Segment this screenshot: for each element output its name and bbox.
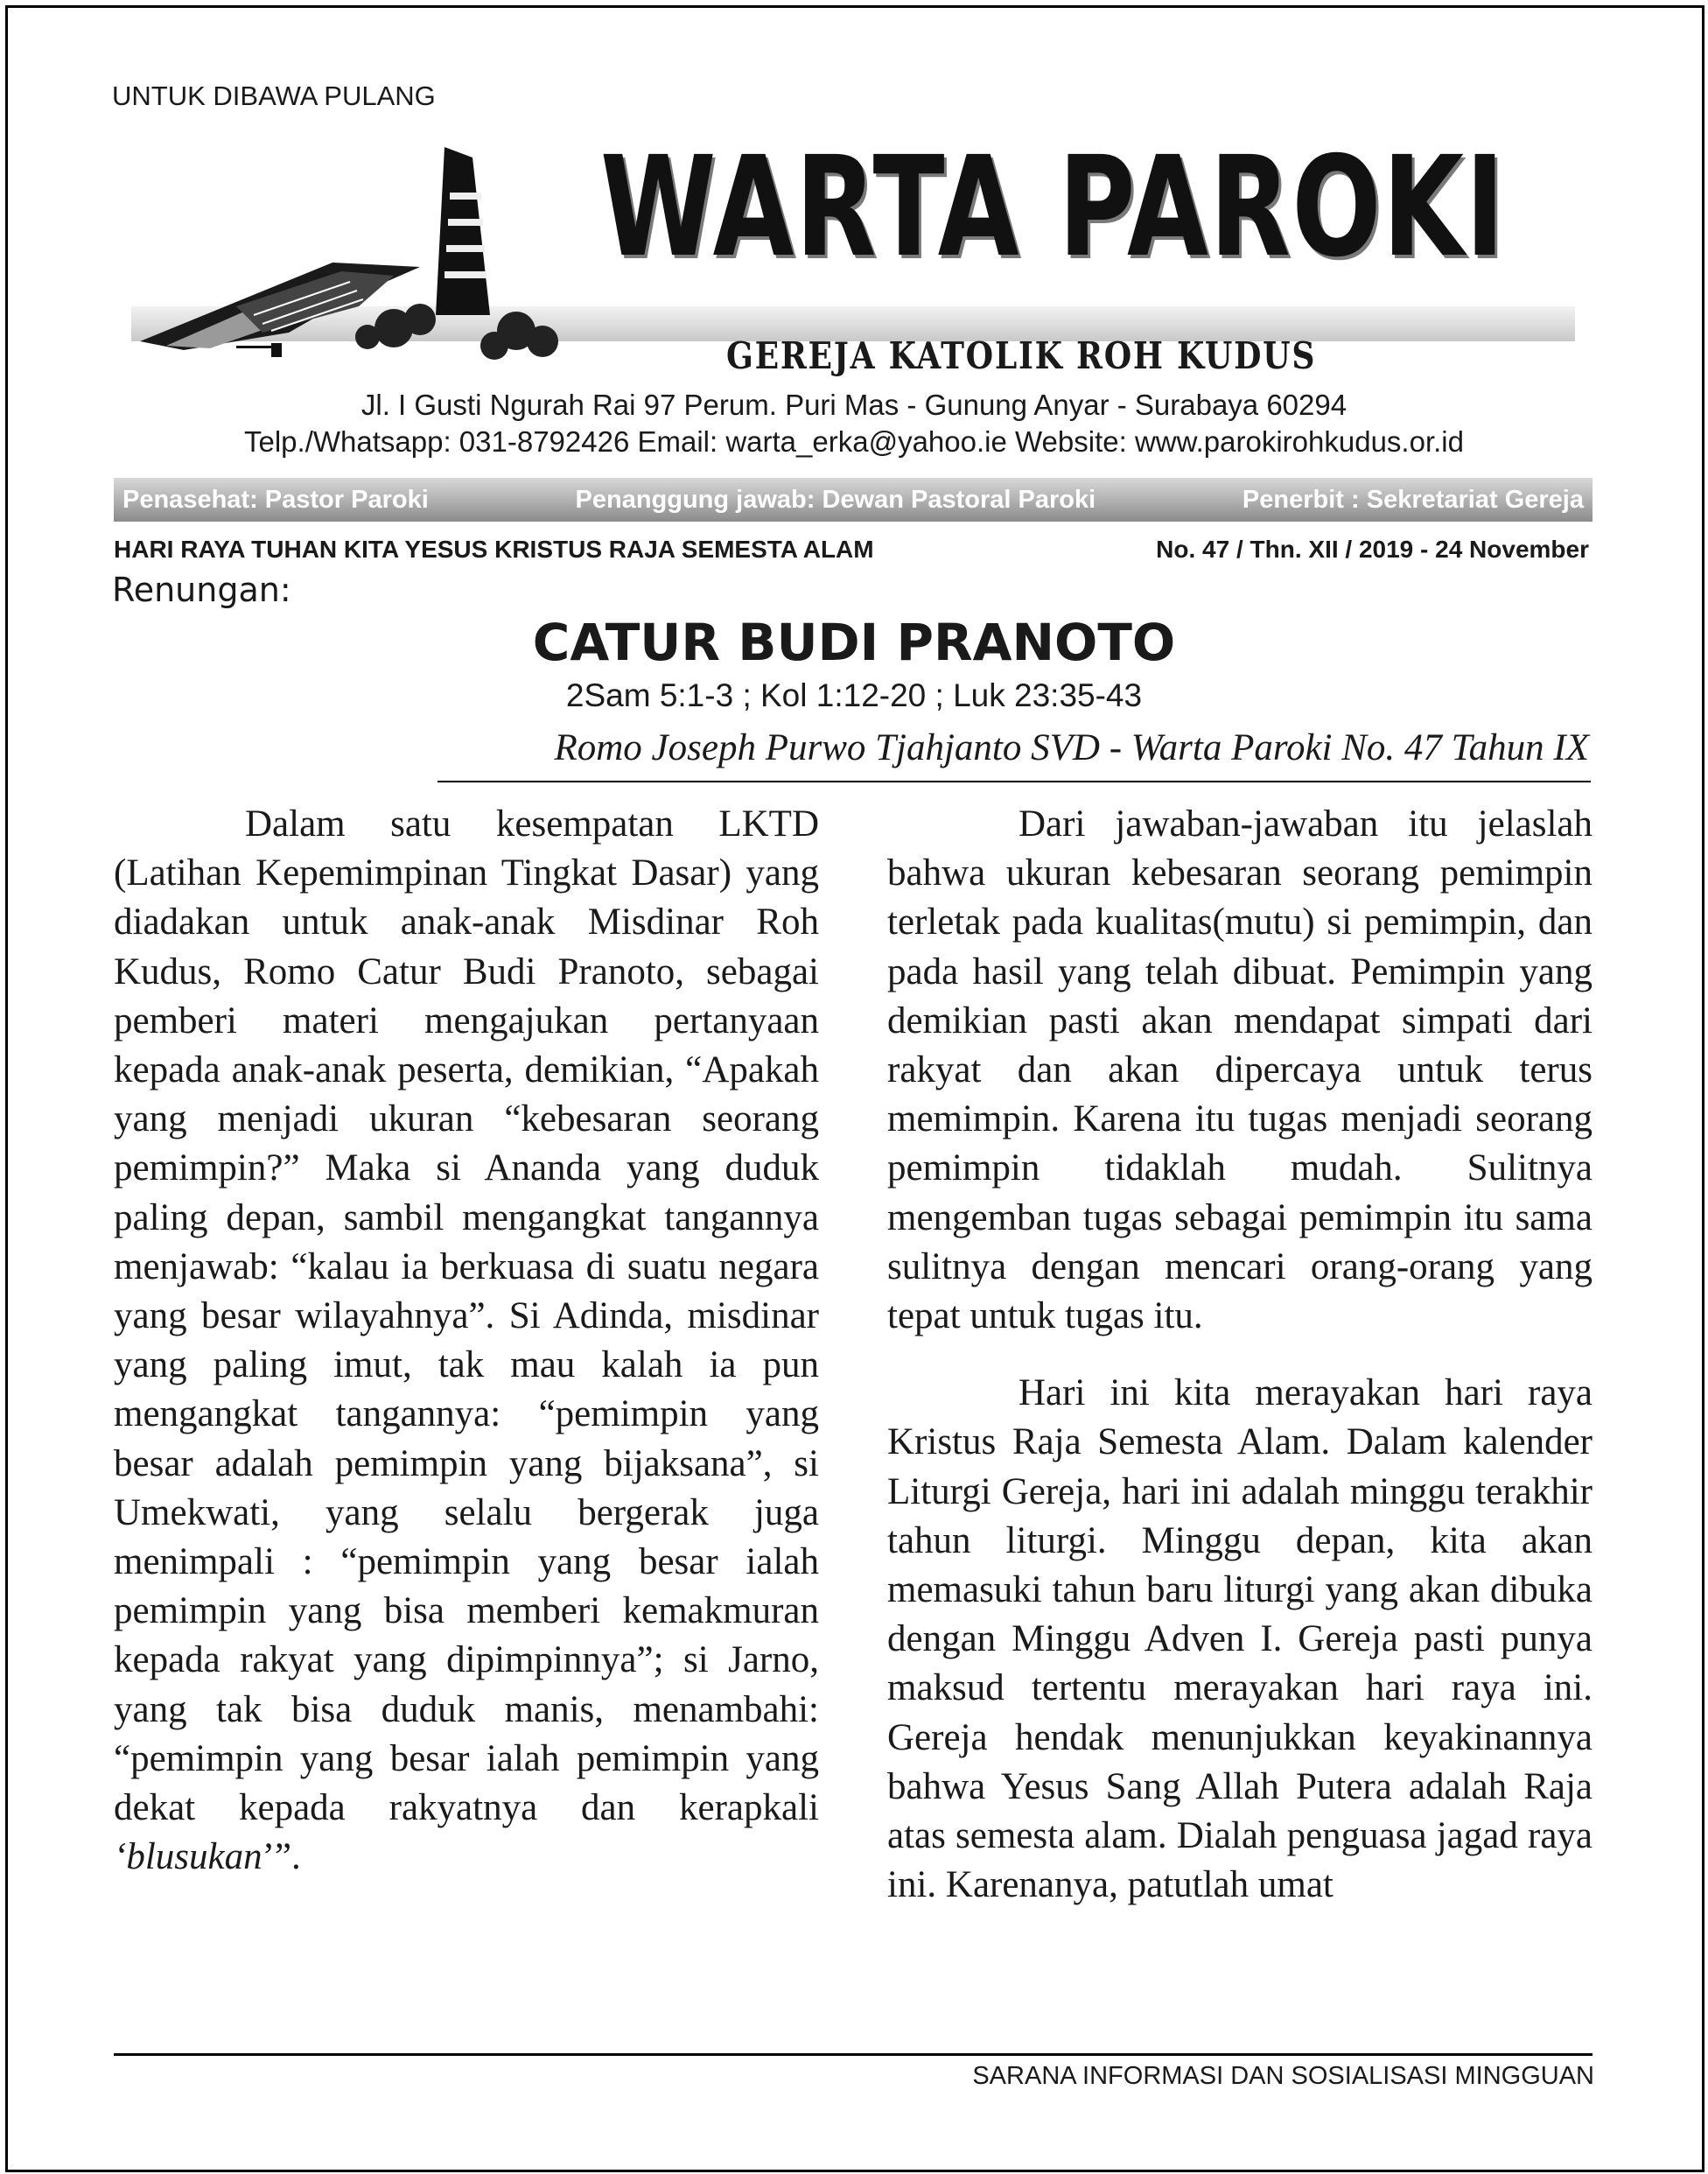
emphasis-blusukan: ‘blusukan (114, 1836, 262, 1878)
footer-tagline: SARANA INFORMASI DAN SOSIALISASI MINGGUAN (972, 2062, 1594, 2090)
masthead (114, 127, 1592, 385)
footer-divider (114, 2053, 1592, 2056)
responsible-label: Penanggung jawab: Dewan Pastoral Paroki (575, 485, 1096, 514)
article-column-right (887, 800, 1592, 1910)
church-address: Jl. I Gusti Ngurah Rai 97 Perum. Puri Mas - Gunung Anyar - Surabaya 60294 (360, 389, 1348, 421)
byline-divider (438, 781, 1591, 782)
take-home-note: UNTUK DIBAWA PULANG (112, 81, 436, 111)
publisher-label: Penerbit : Sekretariat Gereja (1242, 485, 1584, 514)
paragraph-1-end: ’”. (262, 1836, 301, 1878)
article-title: CATUR BUDI PRANOTO (532, 613, 1176, 672)
church-contact: Telp./Whatsapp: 031-8792426 Email: warta_erka@yahoo.ie Website: www.parokirohkudus.or.id (244, 425, 1464, 458)
church-illustration (131, 131, 656, 376)
scripture-readings: 2Sam 5:1-3 ; Kol 1:12-20 ; Luk 23:35-43 (565, 677, 1143, 713)
paragraph-3: Hari ini kita merayakan hari raya Kristus Raja Semesta Alam. Dalam kalender Liturgi Gereja, hari ini adalah minggu terakhir tahun liturgi. Minggu depan, kita akan memasuki tahun baru liturgi yang akan dibuka dengan Minggu Adven I. Gereja pasti punya maksud tertentu merayakan hari raya ini. Gereja hendak menunjukkan keyakinannya bahwa Yesus Sang Allah Putera adalah Raja atas semesta alam. Dialah penguasa jagad raya ini. Karenanya, patutlah umat (887, 1372, 1592, 1906)
paragraph-1-text: Dalam satu kesempatan LKTD (Latihan Kepemimpinan Tingkat Dasar) yang diadakan untuk anak-anak Misdinar Roh Kudus, Romo Catur Budi Pranoto, sebagai pemberi materi mengajukan pertanyaan kepada anak-anak peserta, demikian, “Apakah yang menjadi ukuran “kebesaran seorang pemimpin?” Maka si Ananda yang duduk paling depan, sambil mengangkat tangannya menjawab: “kalau ia berkuasa di suatu negara yang besar wilayahnya”. Si Adinda, misdinar yang paling imut, tak mau kalah ia pun mengangkat tangannya: “pemimpin yang besar adalah pemimpin yang bijaksana”, si Umekwati, yang selalu bergerak juga menimpali : “pemimpin yang besar ialah pemimpin yang bisa memberi kemakmuran kepada rakyat yang dipimpinnya”; si Jarno, yang tak bisa duduk manis, menambahi: “pemimpin yang besar ialah pemimpin yang dekat kepada rakyatnya dan kerapkali (114, 803, 819, 1829)
issue-number: No. 47 / Thn. XII / 2019 - 24 November (1156, 536, 1589, 563)
newsletter-title: WARTA PAROKI (600, 127, 1506, 288)
article-byline: Romo Joseph Purwo Tjahjanto SVD - Warta Paroki No. 47 Tahun IX (554, 727, 1589, 768)
advisor-label: Penasehat: Pastor Paroki (122, 485, 429, 514)
feast-title: HARI RAYA TUHAN KITA YESUS KRISTUS RAJA SEMESTA ALAM (114, 536, 874, 563)
section-label: Renungan: (112, 571, 291, 609)
article-column-left (114, 800, 819, 1882)
staff-bar (114, 478, 1592, 522)
paragraph-2: Dari jawaban-jawaban itu jelaslah bahwa ukuran kebesaran seorang pemimpin terletak pada kualitas(mutu) si pemimpin, dan pada hasil yang telah dibuat. Pemimpin yang demikian pasti akan mendapat simpati dari rakyat dan akan dipercaya untuk terus memimpin. Karena itu tugas menjadi seorang pemimpin tidaklah mudah. Sulitnya mengemban tugas sebagai pemimpin itu sama sulitnya dengan mencari orang-orang yang tepat untuk tugas itu. (887, 803, 1592, 1337)
church-name: GEREJA KATOLIK ROH KUDUS (726, 334, 1317, 377)
paragraph-1 (114, 800, 819, 1882)
